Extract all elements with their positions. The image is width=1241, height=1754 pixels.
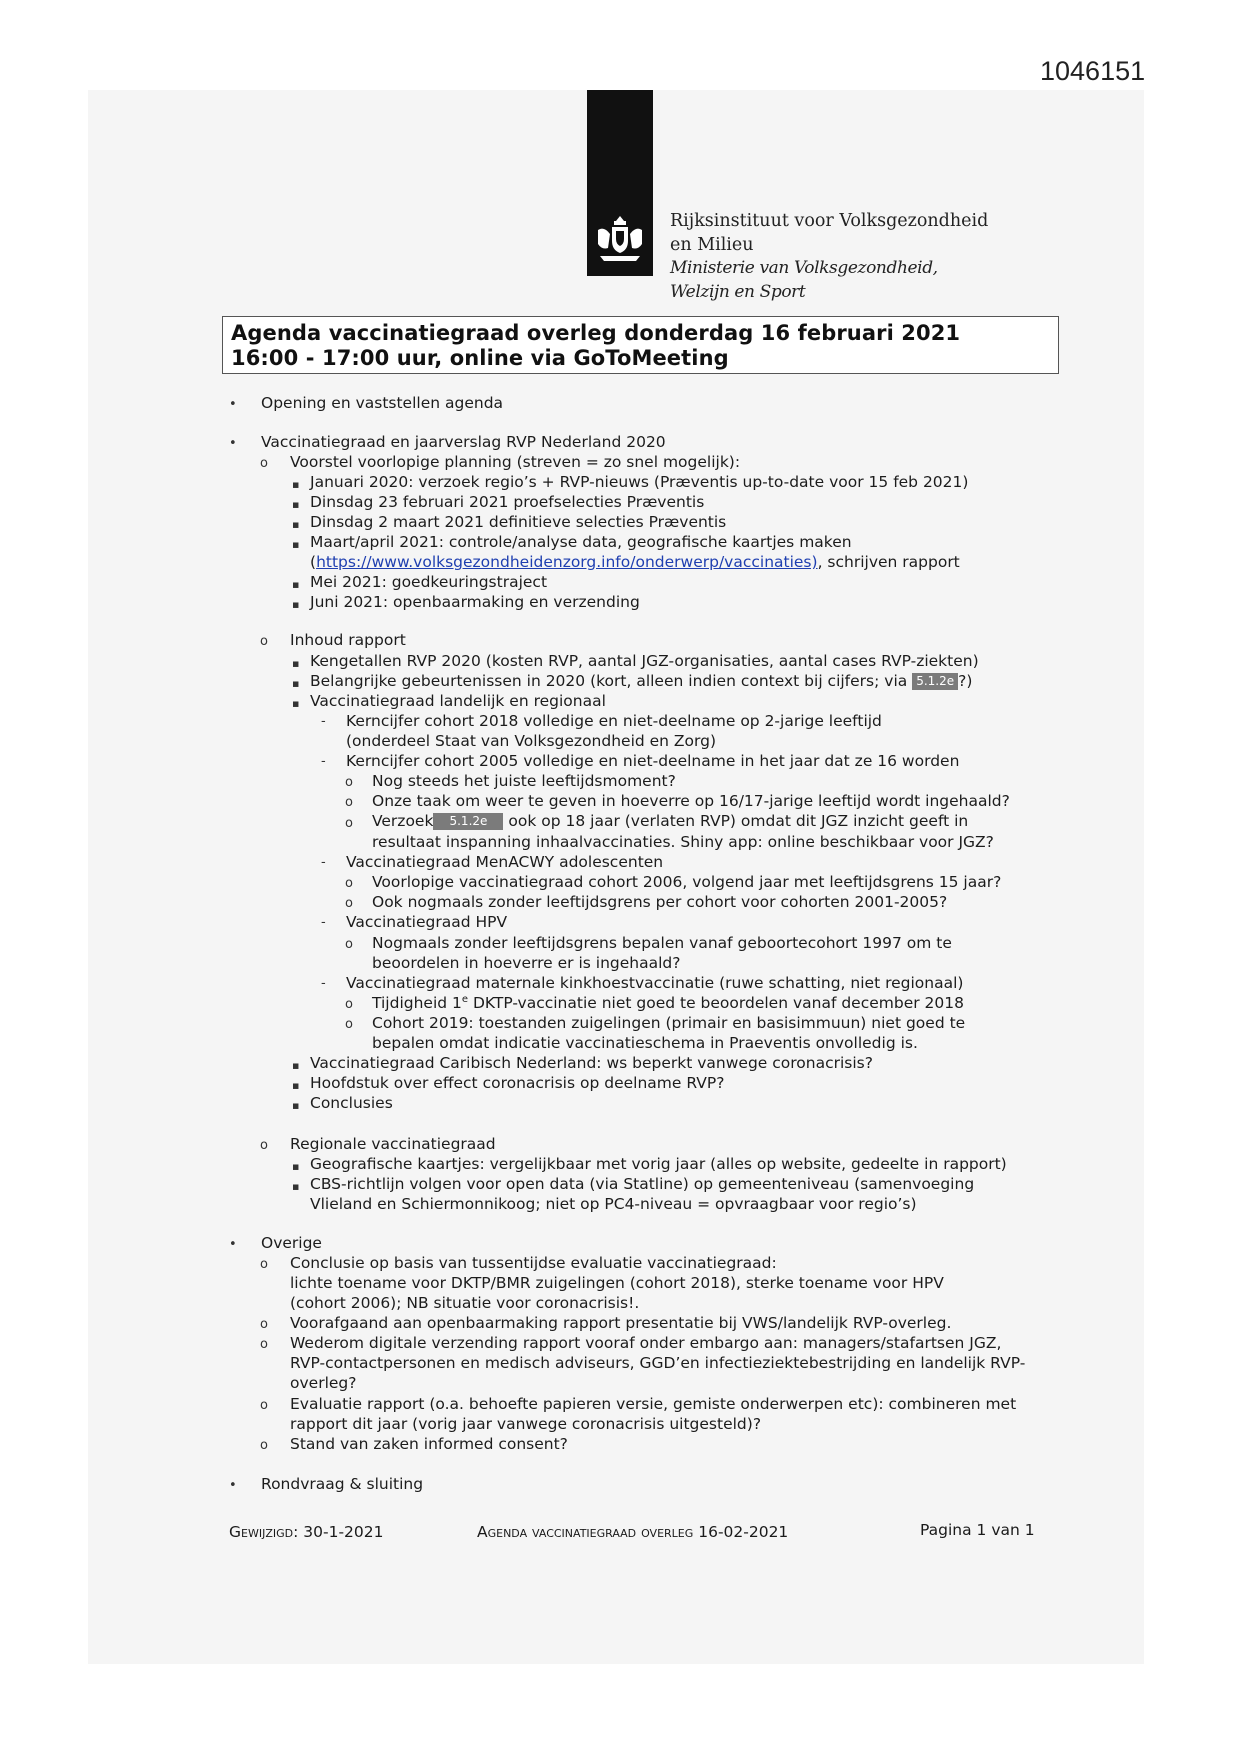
bullet-circle: o bbox=[345, 1017, 353, 1032]
footer-page-number: Pagina 1 van 1 bbox=[920, 1521, 1035, 1539]
org-line-1: Rijksinstituut voor Volksgezondheid bbox=[670, 211, 989, 231]
bullet-dot: • bbox=[229, 436, 237, 451]
bullet-circle: o bbox=[260, 456, 268, 471]
bullet-square: ▪ bbox=[292, 1079, 300, 1092]
planning-item: Maart/april 2021: controle/analyse data, geografische kaartjes maken bbox=[310, 533, 852, 551]
sub-sub-item-continued: resultaat inspanning inhaalvaccinaties. Shiny app: online beschikbaar voor JGZ? bbox=[372, 833, 994, 851]
planning-item: Dinsdag 2 maart 2021 definitieve selecties Præventis bbox=[310, 513, 727, 531]
sub-sub-item: Cohort 2019: toestanden zuigelingen (primair en basisimmuun) niet goed te bbox=[372, 1014, 966, 1032]
organization-name bbox=[670, 210, 988, 304]
sub-sub-item: Onze taak om weer te geven in hoeverre op 16/17-jarige leeftijd wordt ingehaald? bbox=[372, 792, 1010, 810]
overige-item-continued: (cohort 2006); NB situatie voor coronacrisis!. bbox=[290, 1294, 640, 1312]
bullet-circle: o bbox=[345, 775, 353, 790]
sub-sub-item: Voorlopige vaccinatiegraad cohort 2006, volgend jaar met leeftijdsgrens 15 jaar? bbox=[372, 873, 1002, 891]
ministry-line-2: Welzijn en Sport bbox=[670, 281, 806, 302]
agenda-item-overige: Overige bbox=[261, 1234, 322, 1252]
sub-sub-item-rest: DKTP-vaccinatie niet goed te beoordelen vanaf december 2018 bbox=[468, 994, 964, 1013]
overige-item: Voorafgaand aan openbaarmaking rapport presentatie bij VWS/landelijk RVP-overleg. bbox=[290, 1314, 952, 1332]
planning-item-continued bbox=[310, 553, 960, 571]
overige-item: Wederom digitale verzending rapport vooraf onder embargo aan: managers/stafartsen JGZ, bbox=[290, 1334, 1002, 1352]
bullet-square: ▪ bbox=[292, 498, 300, 511]
bullet-square: ▪ bbox=[292, 657, 300, 670]
overige-item-continued: lichte toename voor DKTP/BMR zuigelingen (cohort 2018), sterke toename voor HPV bbox=[290, 1274, 944, 1292]
inhoud-item: Vaccinatiegraad Caribisch Nederland: ws beperkt vanwege coronacrisis? bbox=[310, 1054, 873, 1072]
footer-changed-label: Gewijzigd: bbox=[229, 1523, 299, 1541]
inhoud-item: Vaccinatiegraad landelijk en regionaal bbox=[310, 692, 606, 710]
bullet-square: ▪ bbox=[292, 1059, 300, 1072]
inhoud-item-text: Belangrijke gebeurtenissen in 2020 (kort, alleen indien context bij cijfers; via bbox=[310, 672, 908, 690]
bullet-circle: o bbox=[260, 1257, 268, 1272]
org-line-2: en Milieu bbox=[670, 234, 754, 255]
bullet-dot: • bbox=[229, 1237, 237, 1252]
inhoud-item: Hoofdstuk over effect coronacrisis op deelname RVP? bbox=[310, 1074, 725, 1092]
agenda-item-vaccinatiegraad: Vaccinatiegraad en jaarverslag RVP Nederland 2020 bbox=[261, 433, 666, 451]
footer-doc bbox=[477, 1523, 788, 1541]
planning-item-rest: , schrijven rapport bbox=[817, 553, 960, 571]
regionaal-item-continued: Vlieland en Schiermonnikoog; niet op PC4-niveau = opvraagbaar voor regio’s) bbox=[310, 1195, 917, 1213]
regionaal-heading: Regionale vaccinatiegraad bbox=[290, 1135, 496, 1153]
bullet-circle: o bbox=[345, 896, 353, 911]
sub-sub-item: Nogmaals zonder leeftijdsgrens bepalen vanaf geboortecohort 1997 om te bbox=[372, 934, 952, 952]
coat-of-arms-icon bbox=[590, 210, 650, 270]
paren-open: ( bbox=[310, 553, 317, 571]
agenda-item-rondvraag: Rondvraag & sluiting bbox=[261, 1475, 424, 1493]
inhoud-item bbox=[310, 672, 972, 690]
sub-sub-item-rest: ook op 18 jaar (verlaten RVP) omdat dit JGZ inzicht geeft in bbox=[508, 812, 969, 830]
overige-item-continued: RVP-contactpersonen en medisch adviseurs, GGD’en infectieziektebestrijding en landelijk RVP- bbox=[290, 1354, 1026, 1372]
bullet-dash: - bbox=[321, 915, 326, 930]
bullet-dot: • bbox=[229, 397, 237, 412]
bullet-dash: - bbox=[321, 754, 326, 769]
vaccinaties-link[interactable]: https://www.volksgezondheidenzorg.info/onderwerp/vaccinaties) bbox=[316, 553, 818, 571]
sub-sub-item-continued: bepalen omdat indicatie vaccinatieschema in Praeventis onvolledig is. bbox=[372, 1034, 918, 1052]
bullet-circle: o bbox=[345, 876, 353, 891]
bullet-dash: - bbox=[321, 855, 326, 870]
redaction-mark: 5.1.2e bbox=[912, 673, 958, 690]
bullet-circle: o bbox=[345, 795, 353, 810]
bullet-square: ▪ bbox=[292, 578, 300, 591]
sub-sub-item-text: Tijdigheid 1 bbox=[372, 994, 462, 1013]
bullet-circle: o bbox=[345, 937, 353, 952]
page-subtitle: 16:00 - 17:00 uur, online via GoToMeeting bbox=[231, 346, 729, 370]
superscript: e bbox=[461, 994, 469, 1005]
bullet-circle: o bbox=[345, 997, 353, 1012]
bullet-square: ▪ bbox=[292, 538, 300, 551]
regionaal-item: CBS-richtlijn volgen voor open data (via Statline) op gemeenteniveau (samenvoeging bbox=[310, 1175, 975, 1193]
regionaal-item: Geografische kaartjes: vergelijkbaar met vorig jaar (alles op website, gedeelte in rapport) bbox=[310, 1155, 1007, 1173]
bullet-square: ▪ bbox=[292, 1160, 300, 1173]
bullet-square: ▪ bbox=[292, 1099, 300, 1112]
footer-changed bbox=[229, 1523, 383, 1541]
planning-item: Mei 2021: goedkeuringstraject bbox=[310, 573, 548, 591]
bullet-circle: o bbox=[260, 1438, 268, 1453]
sub-sub-item: Nog steeds het juiste leeftijdsmoment? bbox=[372, 772, 676, 790]
overige-item-continued: overleg? bbox=[290, 1374, 357, 1392]
bullet-dash: - bbox=[321, 714, 326, 729]
sub-item-continued: (onderdeel Staat van Volksgezondheid en Zorg) bbox=[346, 732, 717, 750]
overige-item-continued: rapport dit jaar (vorig jaar vanwege coronacrisis uitgesteld)? bbox=[290, 1415, 762, 1433]
planning-heading: Voorstel voorlopige planning (streven = zo snel mogelijk): bbox=[290, 453, 741, 471]
title-box bbox=[222, 316, 1059, 374]
overige-item: Evaluatie rapport (o.a. behoefte papieren versie, gemiste onderwerpen etc): combineren met bbox=[290, 1395, 1017, 1413]
footer-changed-date: 30-1-2021 bbox=[303, 1523, 384, 1541]
planning-item: Juni 2021: openbaarmaking en verzending bbox=[310, 593, 640, 611]
bullet-circle: o bbox=[260, 634, 268, 649]
inhoud-item-end: ?) bbox=[958, 672, 973, 690]
sub-sub-item bbox=[372, 812, 968, 830]
sub-item: Vaccinatiegraad MenACWY adolescenten bbox=[346, 853, 664, 871]
sub-item: Vaccinatiegraad HPV bbox=[346, 913, 508, 931]
redaction-mark: 5.1.2e bbox=[433, 813, 503, 830]
sub-item: Kerncijfer cohort 2018 volledige en niet-deelname op 2-jarige leeftijd bbox=[346, 712, 882, 730]
planning-item: Januari 2020: verzoek regio’s + RVP-nieuws (Præventis up-to-date voor 15 feb 2021) bbox=[310, 473, 969, 491]
sub-sub-item bbox=[372, 994, 964, 1012]
bullet-dash: - bbox=[321, 976, 326, 991]
footer-doc-label: Agenda vaccinatiegraad overleg bbox=[477, 1523, 694, 1541]
planning-item: Dinsdag 23 februari 2021 proefselecties Præventis bbox=[310, 493, 705, 511]
overige-item: Stand van zaken informed consent? bbox=[290, 1435, 568, 1453]
sub-sub-item-text: Verzoek bbox=[372, 812, 434, 830]
bullet-square: ▪ bbox=[292, 598, 300, 611]
document-id: 1046151 bbox=[1040, 56, 1146, 86]
bullet-dot: • bbox=[229, 1478, 237, 1493]
bullet-circle: o bbox=[260, 1138, 268, 1153]
inhoud-item: Conclusies bbox=[310, 1094, 393, 1112]
sub-item: Vaccinatiegraad maternale kinkhoestvaccinatie (ruwe schatting, niet regionaal) bbox=[346, 974, 964, 992]
bullet-square: ▪ bbox=[292, 518, 300, 531]
agenda-item-opening: Opening en vaststellen agenda bbox=[261, 394, 504, 412]
bullet-circle: o bbox=[260, 1317, 268, 1332]
sub-sub-item-continued: beoordelen in hoeverre er is ingehaald? bbox=[372, 954, 681, 972]
bullet-square: ▪ bbox=[292, 677, 300, 690]
bullet-circle: o bbox=[260, 1398, 268, 1413]
footer-doc-date: 16-02-2021 bbox=[698, 1523, 789, 1541]
inhoud-heading: Inhoud rapport bbox=[290, 631, 406, 649]
sub-sub-item: Ook nogmaals zonder leeftijdsgrens per cohort voor cohorten 2001-2005? bbox=[372, 893, 948, 911]
overige-item: Conclusie op basis van tussentijdse evaluatie vaccinatiegraad: bbox=[290, 1254, 777, 1272]
bullet-circle: o bbox=[260, 1337, 268, 1352]
bullet-circle: o bbox=[345, 816, 353, 831]
page-title: Agenda vaccinatiegraad overleg donderdag 16 februari 2021 bbox=[231, 321, 961, 345]
bullet-square: ▪ bbox=[292, 1180, 300, 1193]
inhoud-item: Kengetallen RVP 2020 (kosten RVP, aantal JGZ-organisaties, aantal cases RVP-ziekten) bbox=[310, 652, 979, 670]
sub-item: Kerncijfer cohort 2005 volledige en niet-deelname in het jaar dat ze 16 worden bbox=[346, 752, 960, 770]
ministry-line-1: Ministerie van Volksgezondheid, bbox=[670, 258, 938, 278]
bullet-square: ▪ bbox=[292, 697, 300, 710]
bullet-square: ▪ bbox=[292, 478, 300, 491]
